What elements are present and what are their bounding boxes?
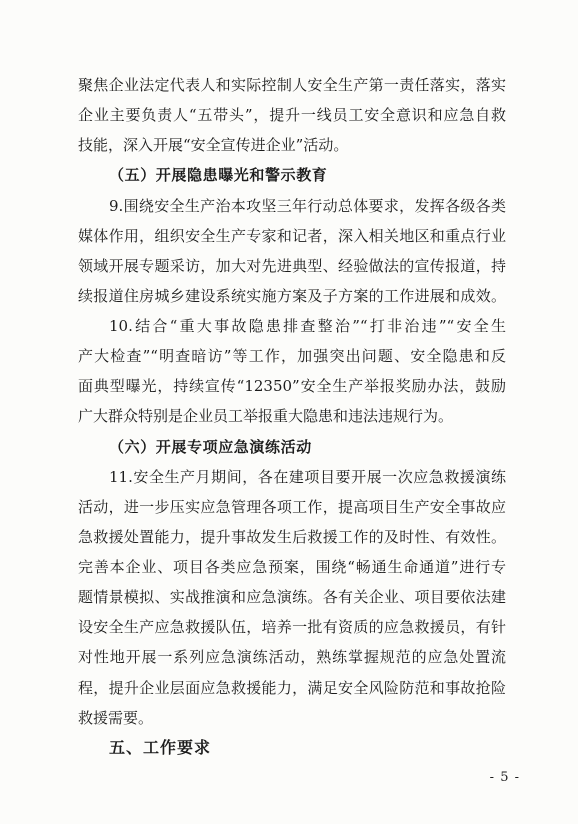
body-text-line: 领域开展专题采访，加大对先进典型、经验做法的宣传报道，持 [78, 256, 506, 275]
body-text-line: 10.结合“重大事故隐患排查整治”“打非治违”“安全生 [109, 317, 506, 335]
body-text-line: 聚焦企业法定代表人和实际控制人安全生产第一责任落实，落实 [78, 76, 506, 94]
paragraph-item-11 [78, 462, 506, 733]
body-text-line: 急救援处置能力，提升事故发生后救援工作的及时性、有效性。 [78, 527, 506, 546]
body-text-line: 活动，进一步压实应急管理各项工作，提高项目生产安全事故应 [78, 497, 506, 516]
body-text-line: 11.安全生产月期间，各在建项目要开展一次应急救援演练 [109, 467, 506, 486]
body-text-line: 设安全生产应急救援队伍，培养一批有资质的应急救援员，有针 [78, 618, 506, 637]
paragraph-continued [78, 70, 506, 160]
body-text-line: 技能，深入开展“安全宣传进企业”活动。 [78, 136, 349, 155]
paragraph-item-10 [78, 311, 506, 432]
body-text-line: 续报道住房城乡建设系统实施方案及子方案的工作进展和成效。 [78, 286, 506, 305]
body-text-line: 广大群众特别是企业员工举报重大隐患和违法违规行为。 [78, 407, 454, 426]
body-text-line: 9.围绕安全生产治本攻坚三年行动总体要求，发挥各级各类 [109, 196, 506, 215]
body-text-line: 媒体作用，组织安全生产专家和记者，深入相关地区和重点行业 [78, 226, 506, 245]
body-text-line: 题情景模拟、实战推演和应急演练。各有关企业、项目要依法建 [78, 588, 506, 607]
subsection-heading-5: （五）开展隐患曝光和警示教育 [109, 166, 328, 185]
body-text-line: 面典型曝光，持续宣传“12350”安全生产举报奖励办法，鼓励 [78, 377, 506, 396]
page-body [78, 70, 506, 763]
page-number: - 5 - [489, 770, 520, 785]
body-text-line: 企业主要负责人“五带头”，提升一线员工安全意识和应急自救 [78, 106, 506, 125]
paragraph-item-9 [78, 191, 506, 312]
body-text-line: 产大检查”“明查暗访”等工作，加强突出问题、安全隐患和反 [78, 347, 506, 366]
body-text-line: 完善本企业、项目各类应急预案，围绕“畅通生命通道”进行专 [78, 558, 506, 576]
body-text-line: 程，提升企业层面应急救援能力，满足安全风险防范和事故抢险 [78, 678, 506, 697]
section-title-work-requirements: 五、工作要求 [109, 737, 212, 757]
body-text-line: 救援需要。 [78, 708, 154, 727]
body-text-line: 对性地开展一系列应急演练活动，熟练掌握规范的应急处置流 [78, 648, 506, 667]
subsection-heading-6: （六）开展专项应急演练活动 [109, 437, 312, 456]
